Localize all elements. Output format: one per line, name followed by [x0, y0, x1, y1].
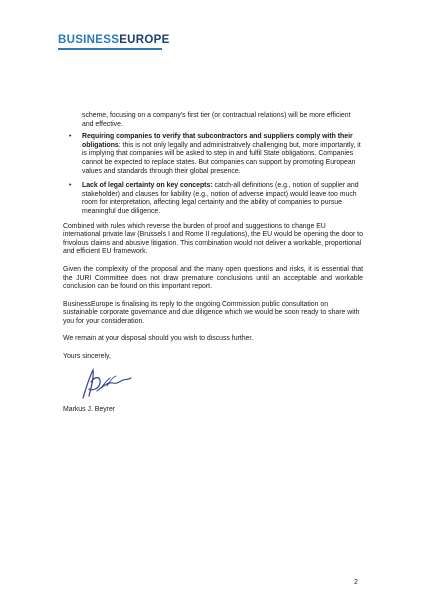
- letter-body: [63, 112, 363, 414]
- logo-underline: [58, 48, 162, 50]
- paragraph-juri-committee: Given the complexity of the proposal and the many open questions and risks, it is essential that the JURI Committee does not draw premature conclusions until an acceptable and workable conclusion can be found on this important report.: [63, 265, 363, 291]
- paragraph-disposal: We remain at your disposal should you wish to discuss further.: [63, 335, 254, 343]
- paragraph-burden-of-proof: Combined with rules which reverse the burden of proof and suggestions to change EU international private law (Brussels I and Rome II regulations), the EU would be opening the door to frivolous claims and abusive litigation. This combination would not deliver a workable, proportional and efficient EU framework.: [63, 222, 363, 256]
- logo-text-business: BUSINESS: [58, 34, 120, 46]
- handwritten-signature: [77, 366, 133, 404]
- bullet-text: : this is not only legally and administratively challenging but, more importantly, it is implying that companies will be asked to step in and fulfil State obligations. Companies cannot be expected to replace states. But companies can support by promoting European values and standards through their global presence.: [82, 141, 361, 175]
- concerns-list: [63, 133, 363, 216]
- paragraph-consultation: BusinessEurope is finalising its reply to the ongoing Commission public consultation on sustainable corporate governance and due diligence which we would be soon ready to share with you for your consideration.: [63, 300, 360, 325]
- list-item: [63, 182, 363, 216]
- signatory-name: Markus J. Beyrer: [63, 405, 116, 413]
- continuation-text: scheme, focusing on a company's first tier (or contractual relations) will be more efficient and effective.: [82, 112, 351, 128]
- bullet-icon: •: [69, 182, 72, 190]
- closing-salutation: Yours sincerely,: [63, 353, 111, 361]
- list-item: [63, 133, 363, 176]
- page-number: 2: [354, 579, 358, 586]
- bullet-heading: Lack of legal certainty on key concepts:: [82, 182, 213, 190]
- bullet-heading: Requiring companies to verify that subcontractors and suppliers comply with their obligations: [82, 133, 353, 149]
- bullet-text: catch-all definitions (e.g., notion of supplier and stakeholder) and clauses for liability (e.g., notion of adverse impact) would leave too much room for interpretation, affecting legal certainty and the ability of companies to pursue meaningful due diligence.: [82, 182, 359, 215]
- bullet-icon: •: [69, 133, 72, 141]
- logo-text-europe: EUROPE: [119, 34, 170, 46]
- businesseurope-logo: [58, 34, 170, 46]
